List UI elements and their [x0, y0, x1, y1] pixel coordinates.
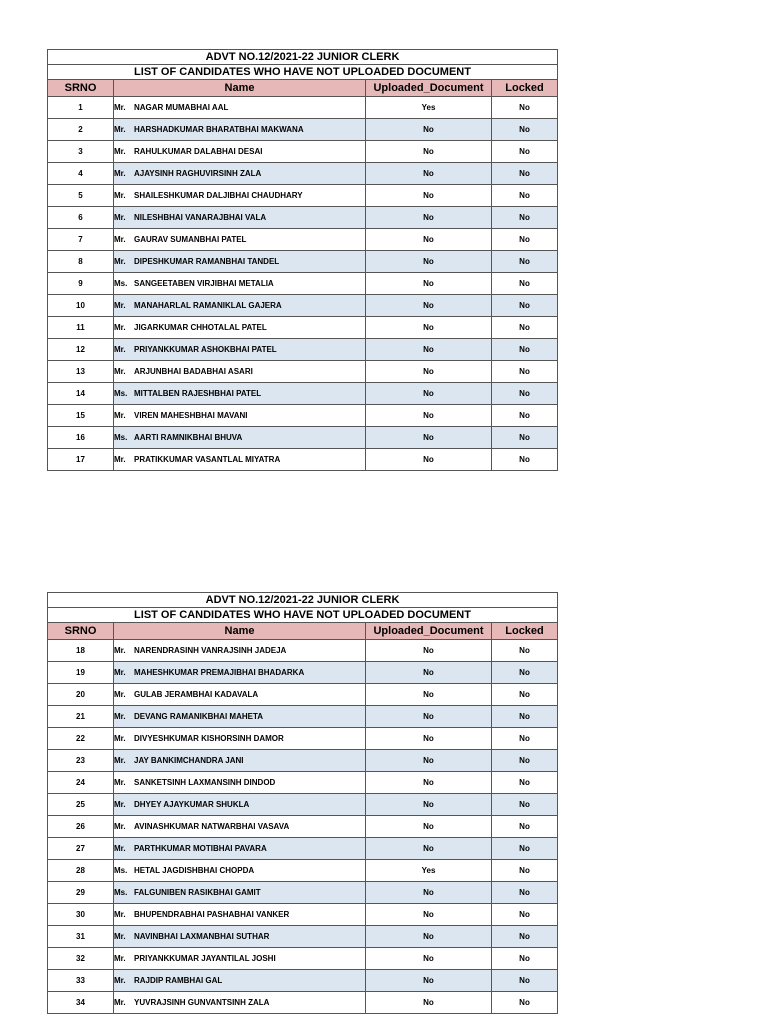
candidate-name: GULAB JERAMBHAI KADAVALA: [134, 690, 259, 699]
srno-cell: 3: [48, 141, 114, 163]
name-cell: [114, 750, 366, 772]
locked-cell: No: [492, 317, 558, 339]
table-row: [48, 229, 558, 251]
locked-cell: No: [492, 273, 558, 295]
name-cell: [114, 904, 366, 926]
table-row: [48, 383, 558, 405]
name-prefix: Mr.: [114, 976, 126, 985]
candidate-name: SANKETSINH LAXMANSINH DINDOD: [134, 778, 276, 787]
candidate-name: PRATIKKUMAR VASANTLAL MIYATRA: [134, 455, 281, 464]
candidate-name: HARSHADKUMAR BHARATBHAI MAKWANA: [134, 125, 304, 134]
srno-cell: 6: [48, 207, 114, 229]
candidate-name: PARTHKUMAR MOTIBHAI PAVARA: [134, 844, 267, 853]
table-row: [48, 750, 558, 772]
name-prefix: Mr.: [114, 954, 126, 963]
candidate-name: NARENDRASINH VANRAJSINH JADEJA: [134, 646, 287, 655]
locked-cell: No: [492, 427, 558, 449]
name-cell: [114, 163, 366, 185]
name-prefix: Mr.: [114, 411, 126, 420]
srno-cell: 34: [48, 992, 114, 1014]
name-prefix: Mr.: [114, 712, 126, 721]
uploaded-document-cell: No: [366, 640, 492, 662]
candidate-name: NAGAR MUMABHAI AAL: [134, 103, 229, 112]
table-row: [48, 97, 558, 119]
table-row: [48, 361, 558, 383]
candidate-name: MANAHARLAL RAMANIKLAL GAJERA: [134, 301, 282, 310]
candidate-name: MAHESHKUMAR PREMAJIBHAI BHADARKA: [134, 668, 305, 677]
name-cell: [114, 185, 366, 207]
name-cell: [114, 251, 366, 273]
name-prefix: Ms.: [114, 279, 128, 288]
name-cell: [114, 970, 366, 992]
srno-cell: 25: [48, 794, 114, 816]
candidate-name: AVINASHKUMAR NATWARBHAI VASAVA: [134, 822, 290, 831]
uploaded-document-cell: No: [366, 794, 492, 816]
uploaded-document-cell: Yes: [366, 97, 492, 119]
locked-cell: No: [492, 295, 558, 317]
uploaded-document-cell: No: [366, 185, 492, 207]
locked-cell: No: [492, 970, 558, 992]
table-subtitle: LIST OF CANDIDATES WHO HAVE NOT UPLOADED DOCUMENT: [48, 65, 558, 80]
table-row: [48, 706, 558, 728]
name-prefix: Mr.: [114, 668, 126, 677]
candidate-name: NAVINBHAI LAXMANBHAI SUTHAR: [134, 932, 270, 941]
column-header-uploaded-document: Uploaded_Document: [366, 623, 492, 640]
uploaded-document-cell: No: [366, 229, 492, 251]
locked-cell: No: [492, 361, 558, 383]
table-row: [48, 141, 558, 163]
name-cell: [114, 273, 366, 295]
table-subtitle: LIST OF CANDIDATES WHO HAVE NOT UPLOADED DOCUMENT: [48, 608, 558, 623]
locked-cell: No: [492, 339, 558, 361]
table-row: [48, 449, 558, 471]
uploaded-document-cell: No: [366, 405, 492, 427]
name-cell: [114, 449, 366, 471]
table-title: ADVT NO.12/2021-22 JUNIOR CLERK: [48, 593, 558, 608]
srno-cell: 9: [48, 273, 114, 295]
name-cell: [114, 207, 366, 229]
name-cell: [114, 860, 366, 882]
candidate-name: PRIYANKKUMAR ASHOKBHAI PATEL: [134, 345, 277, 354]
srno-cell: 2: [48, 119, 114, 141]
name-prefix: Mr.: [114, 734, 126, 743]
column-header-locked: Locked: [492, 80, 558, 97]
uploaded-document-cell: No: [366, 295, 492, 317]
name-cell: [114, 684, 366, 706]
srno-cell: 33: [48, 970, 114, 992]
table-row: [48, 427, 558, 449]
column-header-name: Name: [114, 80, 366, 97]
locked-cell: No: [492, 860, 558, 882]
locked-cell: No: [492, 728, 558, 750]
table-row: [48, 207, 558, 229]
name-cell: [114, 728, 366, 750]
uploaded-document-cell: No: [366, 904, 492, 926]
srno-cell: 7: [48, 229, 114, 251]
name-cell: [114, 383, 366, 405]
srno-cell: 18: [48, 640, 114, 662]
srno-cell: 26: [48, 816, 114, 838]
name-cell: [114, 405, 366, 427]
srno-cell: 11: [48, 317, 114, 339]
table-body: [48, 97, 558, 471]
uploaded-document-cell: No: [366, 383, 492, 405]
name-cell: [114, 948, 366, 970]
table-title: ADVT NO.12/2021-22 JUNIOR CLERK: [48, 50, 558, 65]
locked-cell: No: [492, 251, 558, 273]
uploaded-document-cell: No: [366, 772, 492, 794]
locked-cell: No: [492, 119, 558, 141]
name-prefix: Mr.: [114, 345, 126, 354]
locked-cell: No: [492, 948, 558, 970]
column-header-srno: SRNO: [48, 80, 114, 97]
candidate-name: GAURAV SUMANBHAI PATEL: [134, 235, 247, 244]
uploaded-document-cell: No: [366, 251, 492, 273]
name-cell: [114, 97, 366, 119]
uploaded-document-cell: Yes: [366, 860, 492, 882]
candidate-name: HETAL JAGDISHBHAI CHOPDA: [134, 866, 255, 875]
table-row: [48, 838, 558, 860]
locked-cell: No: [492, 684, 558, 706]
uploaded-document-cell: No: [366, 361, 492, 383]
name-prefix: Mr.: [114, 103, 126, 112]
column-header-name: Name: [114, 623, 366, 640]
uploaded-document-cell: No: [366, 163, 492, 185]
candidate-name: RAJDIP RAMBHAI GAL: [134, 976, 223, 985]
name-prefix: Mr.: [114, 125, 126, 134]
name-prefix: Mr.: [114, 646, 126, 655]
candidate-name: MITTALBEN RAJESHBHAI PATEL: [134, 389, 262, 398]
srno-cell: 15: [48, 405, 114, 427]
srno-cell: 8: [48, 251, 114, 273]
table-row: [48, 860, 558, 882]
name-cell: [114, 295, 366, 317]
candidate-name: DIPESHKUMAR RAMANBHAI TANDEL: [134, 257, 280, 266]
srno-cell: 30: [48, 904, 114, 926]
candidates-table-2: [47, 592, 558, 1014]
candidate-name: JAY BANKIMCHANDRA JANI: [134, 756, 244, 765]
name-prefix: Mr.: [114, 235, 126, 244]
name-prefix: Mr.: [114, 998, 126, 1007]
srno-cell: 4: [48, 163, 114, 185]
candidate-name: DHYEY AJAYKUMAR SHUKLA: [134, 800, 250, 809]
locked-cell: No: [492, 926, 558, 948]
name-prefix: Mr.: [114, 455, 126, 464]
name-prefix: Ms.: [114, 433, 128, 442]
srno-cell: 32: [48, 948, 114, 970]
table-row: [48, 295, 558, 317]
table-row: [48, 185, 558, 207]
srno-cell: 19: [48, 662, 114, 684]
candidate-name: YUVRAJSINH GUNVANTSINH ZALA: [134, 998, 270, 1007]
table-body: [48, 640, 558, 1014]
table-row: [48, 794, 558, 816]
uploaded-document-cell: No: [366, 816, 492, 838]
table-row: [48, 970, 558, 992]
table-row: [48, 339, 558, 361]
uploaded-document-cell: No: [366, 882, 492, 904]
table-row: [48, 816, 558, 838]
srno-cell: 22: [48, 728, 114, 750]
name-prefix: Mr.: [114, 147, 126, 156]
locked-cell: No: [492, 992, 558, 1014]
column-header-uploaded-document: Uploaded_Document: [366, 80, 492, 97]
candidate-name: JIGARKUMAR CHHOTALAL PATEL: [134, 323, 267, 332]
table-row: [48, 948, 558, 970]
name-cell: [114, 816, 366, 838]
srno-cell: 28: [48, 860, 114, 882]
candidate-name: VIREN MAHESHBHAI MAVANI: [134, 411, 248, 420]
uploaded-document-cell: No: [366, 317, 492, 339]
srno-cell: 29: [48, 882, 114, 904]
locked-cell: No: [492, 449, 558, 471]
locked-cell: No: [492, 816, 558, 838]
uploaded-document-cell: No: [366, 706, 492, 728]
srno-cell: 16: [48, 427, 114, 449]
name-prefix: Mr.: [114, 169, 126, 178]
locked-cell: No: [492, 904, 558, 926]
locked-cell: No: [492, 662, 558, 684]
name-prefix: Ms.: [114, 888, 128, 897]
name-prefix: Mr.: [114, 690, 126, 699]
uploaded-document-cell: No: [366, 684, 492, 706]
name-cell: [114, 838, 366, 860]
uploaded-document-cell: No: [366, 662, 492, 684]
column-header-locked: Locked: [492, 623, 558, 640]
name-prefix: Ms.: [114, 866, 128, 875]
uploaded-document-cell: No: [366, 750, 492, 772]
name-prefix: Mr.: [114, 323, 126, 332]
uploaded-document-cell: No: [366, 970, 492, 992]
table-row: [48, 273, 558, 295]
srno-cell: 13: [48, 361, 114, 383]
name-prefix: Mr.: [114, 932, 126, 941]
candidate-name: FALGUNIBEN RASIKBHAI GAMIT: [134, 888, 261, 897]
table-row: [48, 684, 558, 706]
table-row: [48, 640, 558, 662]
srno-cell: 21: [48, 706, 114, 728]
locked-cell: No: [492, 163, 558, 185]
candidate-name: DEVANG RAMANIKBHAI MAHETA: [134, 712, 264, 721]
table-row: [48, 904, 558, 926]
name-cell: [114, 706, 366, 728]
name-prefix: Mr.: [114, 910, 126, 919]
name-cell: [114, 361, 366, 383]
name-cell: [114, 427, 366, 449]
locked-cell: No: [492, 794, 558, 816]
name-cell: [114, 317, 366, 339]
name-prefix: Mr.: [114, 367, 126, 376]
candidate-name: RAHULKUMAR DALABHAI DESAI: [134, 147, 263, 156]
name-cell: [114, 662, 366, 684]
candidates-table-1: [47, 49, 558, 471]
name-cell: [114, 640, 366, 662]
locked-cell: No: [492, 383, 558, 405]
locked-cell: No: [492, 141, 558, 163]
name-prefix: Mr.: [114, 800, 126, 809]
name-prefix: Ms.: [114, 389, 128, 398]
locked-cell: No: [492, 706, 558, 728]
locked-cell: No: [492, 838, 558, 860]
name-cell: [114, 926, 366, 948]
table-row: [48, 251, 558, 273]
table-row: [48, 882, 558, 904]
name-prefix: Mr.: [114, 844, 126, 853]
name-prefix: Mr.: [114, 301, 126, 310]
uploaded-document-cell: No: [366, 728, 492, 750]
locked-cell: No: [492, 772, 558, 794]
uploaded-document-cell: No: [366, 948, 492, 970]
name-prefix: Mr.: [114, 257, 126, 266]
uploaded-document-cell: No: [366, 119, 492, 141]
uploaded-document-cell: No: [366, 926, 492, 948]
column-header-srno: SRNO: [48, 623, 114, 640]
table-row: [48, 772, 558, 794]
name-cell: [114, 141, 366, 163]
locked-cell: No: [492, 405, 558, 427]
locked-cell: No: [492, 97, 558, 119]
srno-cell: 10: [48, 295, 114, 317]
srno-cell: 20: [48, 684, 114, 706]
candidate-name: AARTI RAMNIKBHAI BHUVA: [134, 433, 243, 442]
uploaded-document-cell: No: [366, 141, 492, 163]
candidate-name: PRIYANKKUMAR JAYANTILAL JOSHI: [134, 954, 276, 963]
srno-cell: 1: [48, 97, 114, 119]
uploaded-document-cell: No: [366, 339, 492, 361]
table-row: [48, 163, 558, 185]
name-cell: [114, 794, 366, 816]
locked-cell: No: [492, 640, 558, 662]
uploaded-document-cell: No: [366, 427, 492, 449]
table-row: [48, 405, 558, 427]
srno-cell: 24: [48, 772, 114, 794]
candidate-name: DIVYESHKUMAR KISHORSINH DAMOR: [134, 734, 284, 743]
locked-cell: No: [492, 750, 558, 772]
locked-cell: No: [492, 185, 558, 207]
candidate-name: AJAYSINH RAGHUVIRSINH ZALA: [134, 169, 262, 178]
candidate-name: SHAILESHKUMAR DALJIBHAI CHAUDHARY: [134, 191, 303, 200]
uploaded-document-cell: No: [366, 992, 492, 1014]
name-cell: [114, 772, 366, 794]
name-prefix: Mr.: [114, 213, 126, 222]
srno-cell: 23: [48, 750, 114, 772]
candidate-name: SANGEETABEN VIRJIBHAI METALIA: [134, 279, 274, 288]
name-cell: [114, 992, 366, 1014]
srno-cell: 31: [48, 926, 114, 948]
table-row: [48, 926, 558, 948]
srno-cell: 5: [48, 185, 114, 207]
name-prefix: Mr.: [114, 778, 126, 787]
uploaded-document-cell: No: [366, 207, 492, 229]
table-row: [48, 662, 558, 684]
table-row: [48, 992, 558, 1014]
table-row: [48, 119, 558, 141]
srno-cell: 12: [48, 339, 114, 361]
table-row: [48, 728, 558, 750]
table-row: [48, 317, 558, 339]
srno-cell: 27: [48, 838, 114, 860]
name-prefix: Mr.: [114, 822, 126, 831]
locked-cell: No: [492, 882, 558, 904]
uploaded-document-cell: No: [366, 449, 492, 471]
name-prefix: Mr.: [114, 191, 126, 200]
name-cell: [114, 119, 366, 141]
uploaded-document-cell: No: [366, 838, 492, 860]
name-cell: [114, 882, 366, 904]
name-prefix: Mr.: [114, 756, 126, 765]
srno-cell: 14: [48, 383, 114, 405]
candidate-name: NILESHBHAI VANARAJBHAI VALA: [134, 213, 267, 222]
locked-cell: No: [492, 229, 558, 251]
name-cell: [114, 229, 366, 251]
candidate-name: ARJUNBHAI BADABHAI ASARI: [134, 367, 253, 376]
candidate-name: BHUPENDRABHAI PASHABHAI VANKER: [134, 910, 290, 919]
locked-cell: No: [492, 207, 558, 229]
name-cell: [114, 339, 366, 361]
uploaded-document-cell: No: [366, 273, 492, 295]
srno-cell: 17: [48, 449, 114, 471]
